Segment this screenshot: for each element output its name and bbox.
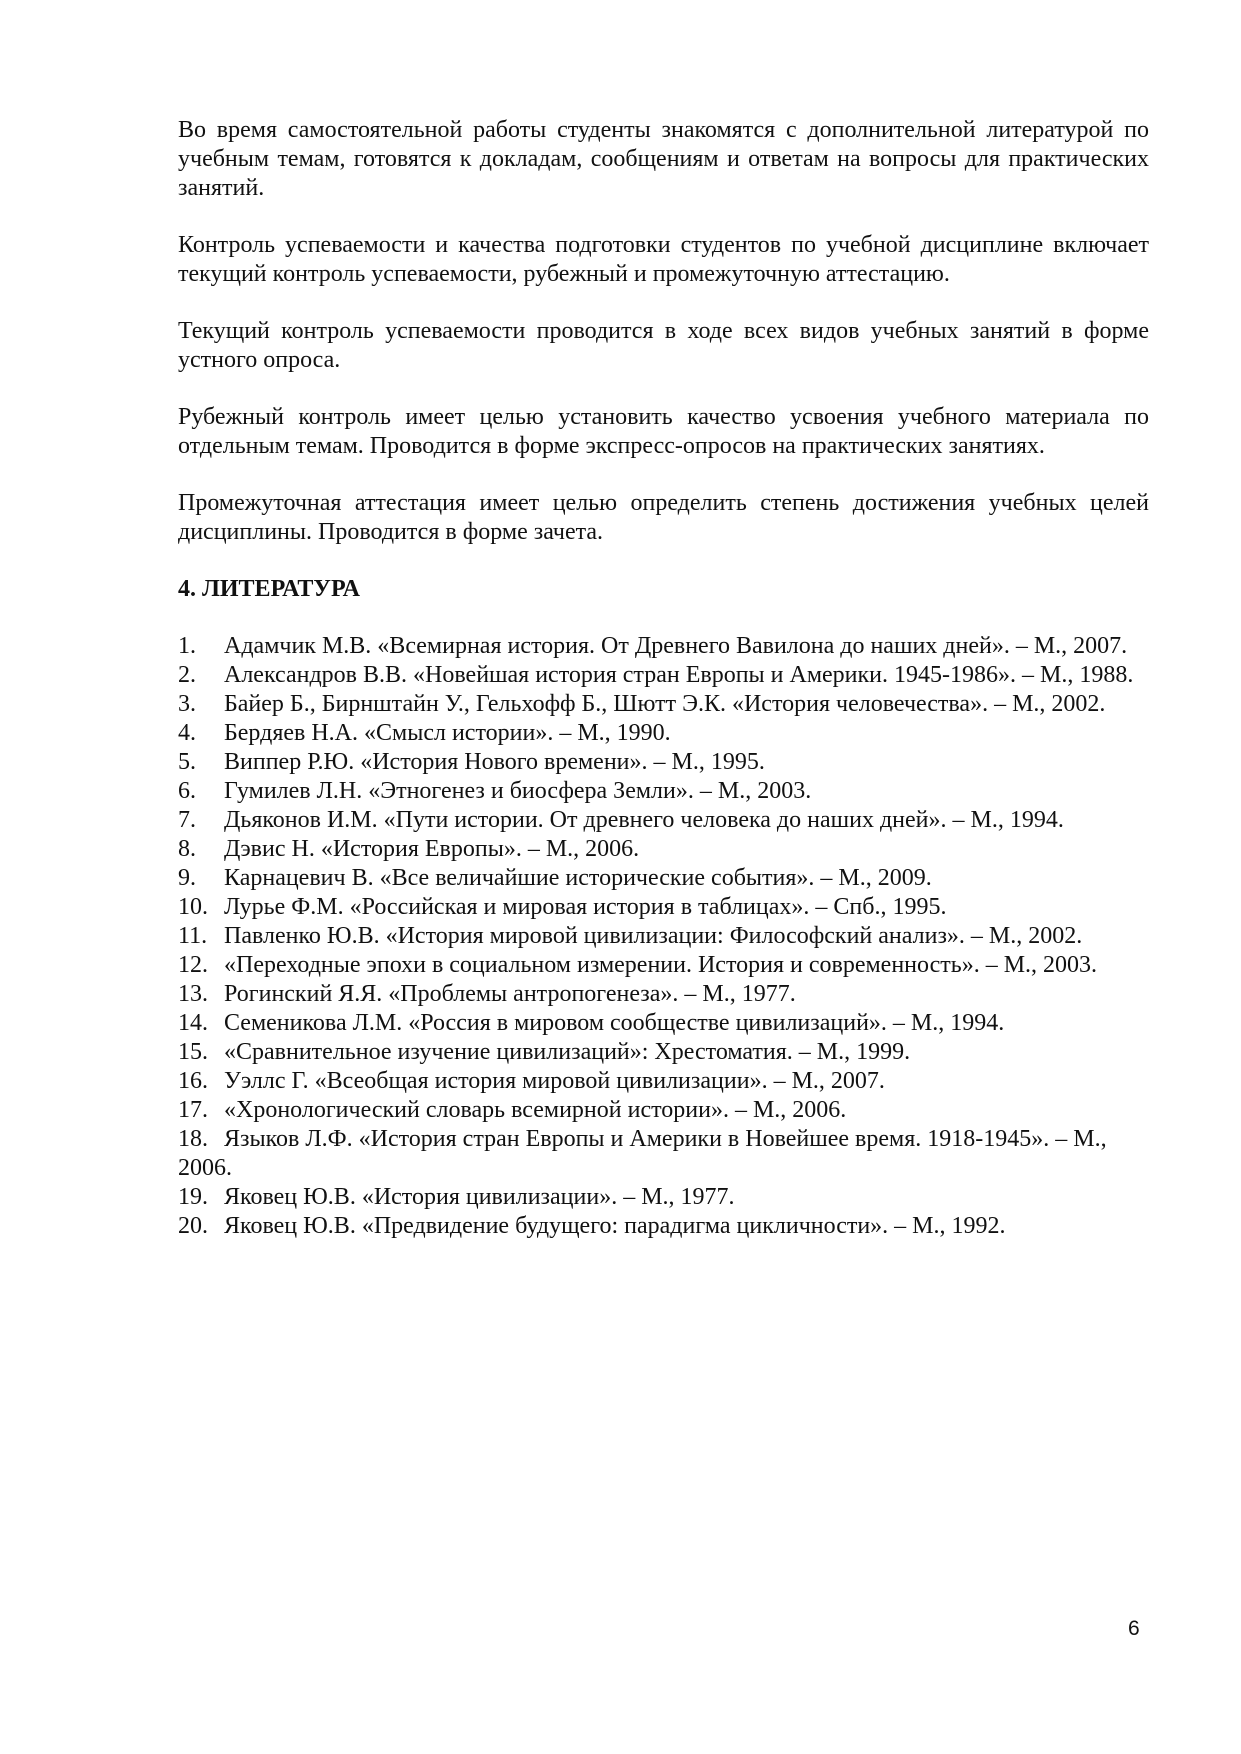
reference-text: Виппер Р.Ю. «История Нового времени». – М., 1995.	[224, 749, 765, 775]
reference-item	[178, 1212, 1149, 1241]
reference-number: 10.	[178, 894, 208, 920]
paragraph-control: Контроль успеваемости и качества подготовки студентов по учебной дисциплине включает текущий контроль успеваемости, рубежный и промежуточную аттестацию.	[178, 232, 1149, 287]
reference-text: «Сравнительное изучение цивилизаций»: Хрестоматия. – М., 1999.	[224, 1039, 911, 1065]
reference-text: Языков Л.Ф. «История стран Европы и Америки в Новейшее время. 1918-1945». – М., 2006.	[178, 1126, 1107, 1181]
reference-item	[178, 806, 1149, 835]
reference-item	[178, 1183, 1149, 1212]
reference-text: Павленко Ю.В. «История мировой цивилизации: Философский анализ». – М., 2002.	[224, 923, 1083, 949]
reference-text: Дэвис Н. «История Европы». – М., 2006.	[224, 836, 640, 862]
reference-item	[178, 864, 1149, 893]
reference-text: «Хронологический словарь всемирной истории». – М., 2006.	[224, 1097, 847, 1123]
reference-item	[178, 661, 1149, 690]
reference-number: 2.	[178, 662, 196, 688]
reference-item	[178, 1038, 1149, 1067]
paragraph-milestone-control: Рубежный контроль имеет целью установить качество усвоения учебного материала по отдельным темам. Проводится в форме экспресс-опросов на практических занятиях.	[178, 404, 1149, 459]
reference-text: Байер Б., Бирнштайн У., Гельхофф Б., Шютт Э.К. «История человечества». – М., 2002.	[224, 691, 1106, 717]
document-page	[178, 116, 1149, 1241]
reference-text: Александров В.В. «Новейшая история стран Европы и Америки. 1945-1986». – М., 1988.	[224, 662, 1134, 688]
paragraph-current-control: Текущий контроль успеваемости проводится в ходе всех видов учебных занятий в форме устного опроса.	[178, 318, 1149, 373]
reference-number: 20.	[178, 1213, 208, 1239]
reference-item	[178, 1067, 1149, 1096]
reference-item	[178, 980, 1149, 1009]
section-heading-literature: 4. ЛИТЕРАТУРА	[178, 576, 360, 602]
reference-number: 14.	[178, 1010, 208, 1036]
reference-item	[178, 1125, 1149, 1183]
paragraph-intermediate-attestation: Промежуточная аттестация имеет целью определить степень достижения учебных целей дисциплины. Проводится в форме зачета.	[178, 490, 1149, 545]
reference-text: Яковец Ю.В. «Предвидение будущего: парадигма цикличности». – М., 1992.	[224, 1213, 1006, 1239]
reference-number: 13.	[178, 981, 208, 1007]
paragraph-self-study: Во время самостоятельной работы студенты знакомятся с дополнительной литературой по учебным темам, готовятся к докладам, сообщениям и ответам на вопросы для практических занятий.	[178, 117, 1149, 201]
reference-item	[178, 719, 1149, 748]
reference-item	[178, 632, 1149, 661]
reference-list	[178, 632, 1149, 1241]
reference-text: Уэллс Г. «Всеобщая история мировой цивилизации». – М., 2007.	[224, 1068, 885, 1094]
page-number: 6	[1128, 1617, 1140, 1640]
reference-text: Карнацевич В. «Все величайшие исторические события». – М., 2009.	[224, 865, 932, 891]
reference-item	[178, 690, 1149, 719]
reference-text: Лурье Ф.М. «Российская и мировая история в таблицах». – Спб., 1995.	[224, 894, 947, 920]
reference-text: Бердяев Н.А. «Смысл истории». – М., 1990.	[224, 720, 671, 746]
reference-text: Семеникова Л.М. «Россия в мировом сообществе цивилизаций». – М., 1994.	[224, 1010, 1005, 1036]
reference-item	[178, 893, 1149, 922]
reference-item	[178, 777, 1149, 806]
reference-number: 16.	[178, 1068, 208, 1094]
reference-item	[178, 835, 1149, 864]
reference-number: 9.	[178, 865, 196, 891]
reference-number: 15.	[178, 1039, 208, 1065]
reference-text: Дьяконов И.М. «Пути истории. От древнего человека до наших дней». – М., 1994.	[224, 807, 1064, 833]
reference-number: 19.	[178, 1184, 208, 1210]
reference-number: 5.	[178, 749, 196, 775]
reference-number: 4.	[178, 720, 196, 746]
reference-number: 17.	[178, 1097, 208, 1123]
reference-item	[178, 1009, 1149, 1038]
reference-item	[178, 748, 1149, 777]
reference-number: 7.	[178, 807, 196, 833]
reference-text: Рогинский Я.Я. «Проблемы антропогенеза». – М., 1977.	[224, 981, 796, 1007]
reference-text: Гумилев Л.Н. «Этногенез и биосфера Земли». – М., 2003.	[224, 778, 812, 804]
reference-number: 6.	[178, 778, 196, 804]
reference-number: 11.	[178, 923, 208, 949]
reference-text: Яковец Ю.В. «История цивилизации». – М., 1977.	[224, 1184, 735, 1210]
reference-item	[178, 951, 1149, 980]
reference-item	[178, 1096, 1149, 1125]
reference-number: 12.	[178, 952, 208, 978]
reference-number: 1.	[178, 633, 196, 659]
reference-item	[178, 922, 1149, 951]
reference-text: Адамчик М.В. «Всемирная история. От Древнего Вавилона до наших дней». – М., 2007.	[224, 633, 1128, 659]
reference-number: 3.	[178, 691, 196, 717]
reference-number: 18.	[178, 1126, 208, 1152]
reference-number: 8.	[178, 836, 196, 862]
reference-text: «Переходные эпохи в социальном измерении. История и современность». – М., 2003.	[224, 952, 1098, 978]
